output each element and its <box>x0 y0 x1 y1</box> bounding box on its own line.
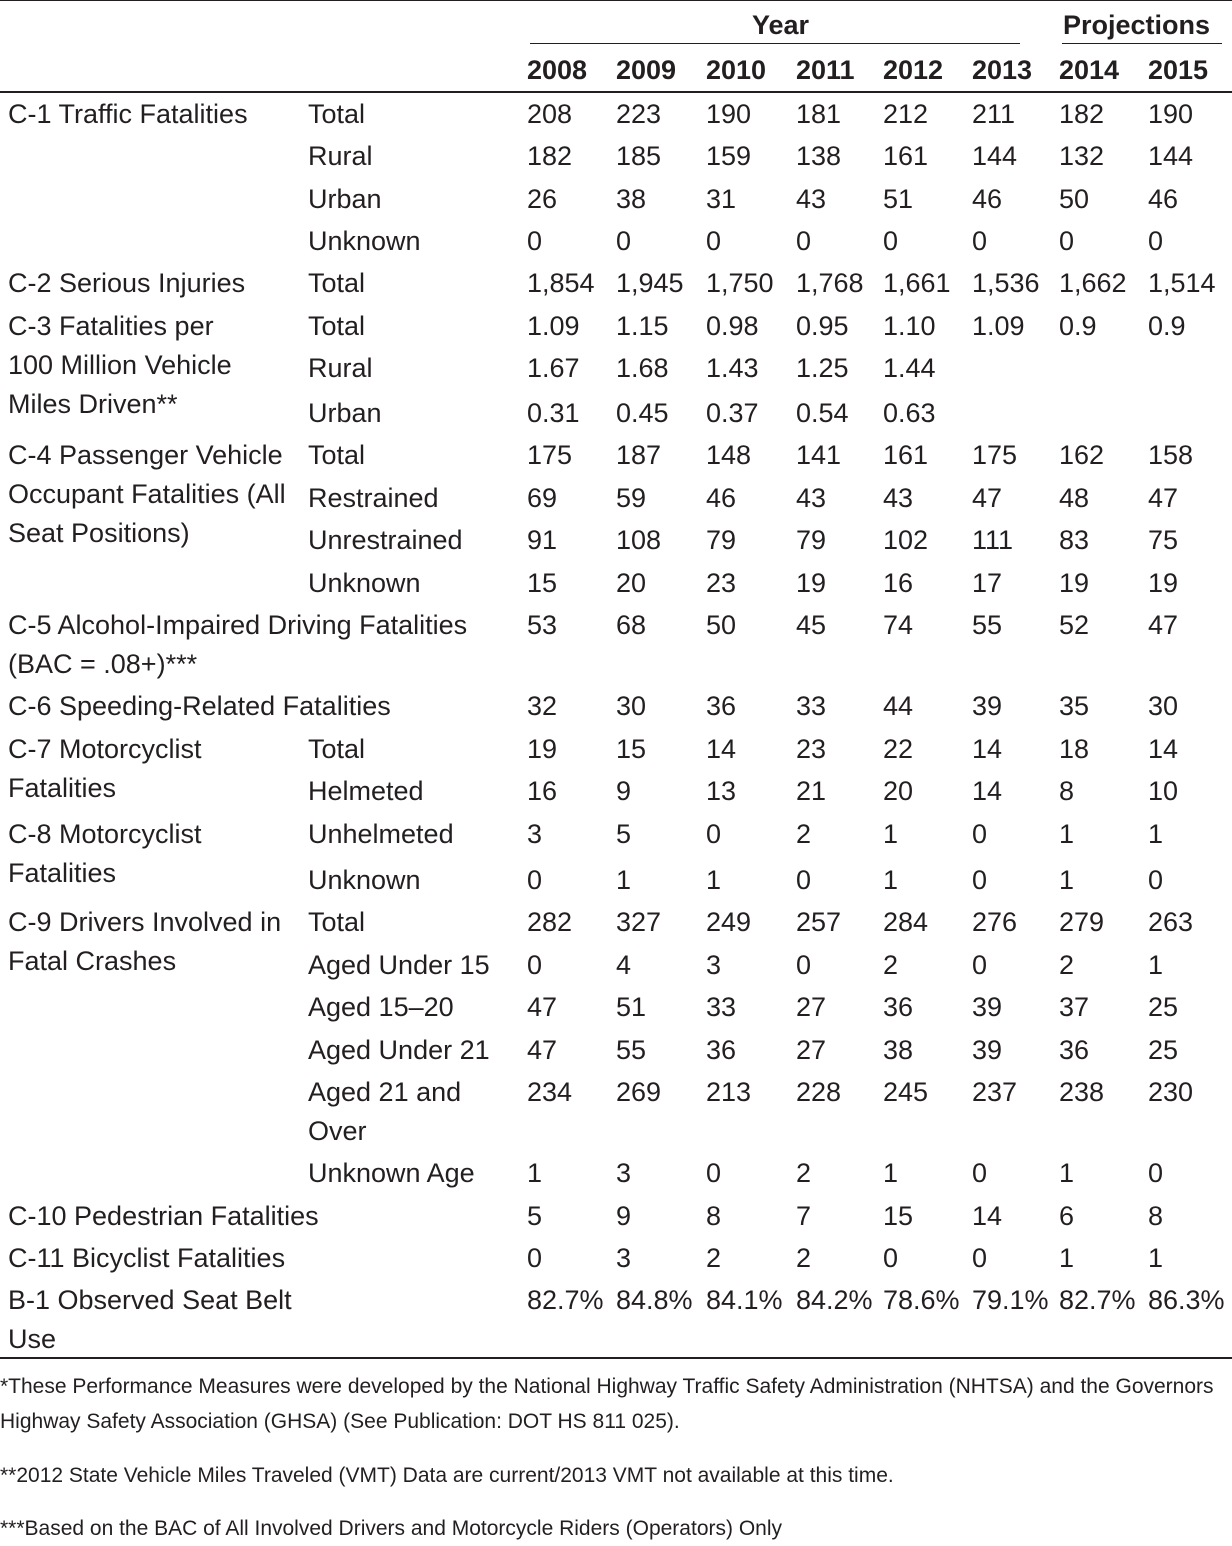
value-cell-2014: 1 <box>1059 865 1075 895</box>
sub-category-label: Total <box>308 99 366 129</box>
value-cell-2008: 82.7% <box>527 1285 604 1315</box>
value-cell-2012: 20 <box>883 776 914 806</box>
value-cell-2014: 0.9 <box>1059 311 1097 341</box>
value-cell-2010: 213 <box>706 1077 752 1107</box>
value-cell-2009: 55 <box>616 1035 647 1065</box>
value-cell-2010: 0 <box>706 1158 722 1188</box>
value-cell-2013: 1.09 <box>972 311 1025 341</box>
measure-label: C-7 Motorcyclist <box>8 734 202 764</box>
value-cell-2011: 0 <box>796 226 812 256</box>
value-cell-2015: 144 <box>1148 141 1194 171</box>
value-cell-2014: 18 <box>1059 734 1090 764</box>
value-cell-2009: 0.45 <box>616 398 669 428</box>
value-cell-2013: 276 <box>972 907 1018 937</box>
value-cell-2014: 1 <box>1059 819 1075 849</box>
value-cell-2008: 1,854 <box>527 268 595 298</box>
value-cell-2009: 9 <box>616 1201 632 1231</box>
value-cell-2013: 17 <box>972 568 1003 598</box>
year-header-2012: 2012 <box>883 55 944 85</box>
value-cell-2011: 1,768 <box>796 268 864 298</box>
value-cell-2012: 44 <box>883 691 914 721</box>
value-cell-2010: 31 <box>706 184 737 214</box>
value-cell-2011: 2 <box>796 819 812 849</box>
year-header-2011: 2011 <box>796 55 855 85</box>
value-cell-2012: 102 <box>883 525 929 555</box>
year-header-2009: 2009 <box>616 55 677 85</box>
value-cell-2009: 84.8% <box>616 1285 693 1315</box>
value-cell-2011: 2 <box>796 1158 812 1188</box>
value-cell-2010: 0 <box>706 819 722 849</box>
measure-label: C-8 Motorcyclist <box>8 819 202 849</box>
value-cell-2008: 32 <box>527 691 558 721</box>
value-cell-2012: 15 <box>883 1201 914 1231</box>
value-cell-2008: 0 <box>527 1243 543 1273</box>
value-cell-2010: 13 <box>706 776 737 806</box>
value-cell-2015: 47 <box>1148 610 1179 640</box>
value-cell-2012: 22 <box>883 734 914 764</box>
value-cell-2011: 79 <box>796 525 827 555</box>
value-cell-2013: 0 <box>972 950 988 980</box>
value-cell-2011: 138 <box>796 141 842 171</box>
value-cell-2011: 84.2% <box>796 1285 873 1315</box>
value-cell-2013: 79.1% <box>972 1285 1049 1315</box>
measure-label: C-6 Speeding-Related Fatalities <box>8 691 391 721</box>
value-cell-2014: 1 <box>1059 1243 1075 1273</box>
value-cell-2009: 20 <box>616 568 647 598</box>
value-cell-2008: 26 <box>527 184 558 214</box>
value-cell-2010: 14 <box>706 734 737 764</box>
value-cell-2013: 39 <box>972 1035 1003 1065</box>
value-cell-2009: 1.15 <box>616 311 669 341</box>
value-cell-2009: 108 <box>616 525 662 555</box>
value-cell-2013: 211 <box>972 99 1016 129</box>
value-cell-2008: 1.09 <box>527 311 580 341</box>
sub-category-label: Total <box>308 907 366 937</box>
value-cell-2008: 1.67 <box>527 353 580 383</box>
value-cell-2014: 82.7% <box>1059 1285 1136 1315</box>
projections-group-header: Projections <box>1063 10 1211 40</box>
sub-category-label: Helmeted <box>308 776 424 806</box>
value-cell-2013: 0 <box>972 1158 988 1188</box>
value-cell-2012: 1,661 <box>883 268 951 298</box>
value-cell-2014: 36 <box>1059 1035 1090 1065</box>
measure-label: C-11 Bicyclist Fatalities <box>8 1243 286 1273</box>
value-cell-2008: 53 <box>527 610 558 640</box>
value-cell-2012: 0 <box>883 226 899 256</box>
value-cell-2008: 5 <box>527 1201 543 1231</box>
value-cell-2008: 234 <box>527 1077 573 1107</box>
value-cell-2008: 282 <box>527 907 573 937</box>
value-cell-2011: 33 <box>796 691 827 721</box>
sub-category-label: Total <box>308 734 366 764</box>
value-cell-2008: 0 <box>527 865 543 895</box>
value-cell-2013: 46 <box>972 184 1003 214</box>
value-cell-2012: 1 <box>883 865 899 895</box>
value-cell-2014: 6 <box>1059 1201 1075 1231</box>
value-cell-2013: 14 <box>972 734 1003 764</box>
footnote-2: **2012 State Vehicle Miles Traveled (VMT) Data are current/2013 VMT not available at this time. <box>0 1464 894 1487</box>
value-cell-2009: 1 <box>616 865 632 895</box>
measure-label: Use <box>8 1324 57 1354</box>
value-cell-2014: 52 <box>1059 610 1090 640</box>
sub-category-label: Total <box>308 311 366 341</box>
value-cell-2010: 1,750 <box>706 268 774 298</box>
value-cell-2015: 86.3% <box>1148 1285 1225 1315</box>
sub-category-label: Aged 15–20 <box>308 992 454 1022</box>
value-cell-2011: 23 <box>796 734 827 764</box>
value-cell-2011: 21 <box>796 776 827 806</box>
value-cell-2015: 1 <box>1148 1243 1164 1273</box>
value-cell-2011: 0 <box>796 950 812 980</box>
sub-category-label: Unknown <box>308 226 421 256</box>
measure-label: C-2 Serious Injuries <box>8 268 246 298</box>
measure-label: C-3 Fatalities per <box>8 311 214 341</box>
value-cell-2008: 3 <box>527 819 543 849</box>
sub-category-label: Rural <box>308 141 373 171</box>
value-cell-2010: 0.37 <box>706 398 759 428</box>
value-cell-2010: 0 <box>706 226 722 256</box>
value-cell-2009: 9 <box>616 776 632 806</box>
value-cell-2013: 175 <box>972 440 1018 470</box>
value-cell-2008: 1 <box>527 1158 543 1188</box>
year-header-2010: 2010 <box>706 55 767 85</box>
value-cell-2013: 0 <box>972 819 988 849</box>
value-cell-2009: 1.68 <box>616 353 669 383</box>
measure-label: Occupant Fatalities (All <box>8 479 286 509</box>
value-cell-2008: 182 <box>527 141 573 171</box>
value-cell-2009: 223 <box>616 99 662 129</box>
value-cell-2014: 162 <box>1059 440 1105 470</box>
value-cell-2010: 1 <box>706 865 722 895</box>
value-cell-2012: 1.10 <box>883 311 936 341</box>
table-bottom-rule <box>0 1357 1232 1359</box>
value-cell-2009: 5 <box>616 819 632 849</box>
value-cell-2013: 0 <box>972 226 988 256</box>
value-cell-2011: 43 <box>796 184 827 214</box>
value-cell-2012: 1 <box>883 1158 899 1188</box>
year-header-2015: 2015 <box>1148 55 1209 85</box>
table-top-rule <box>0 0 1232 1</box>
footnote-1: *These Performance Measures were developed by the National Highway Traffic Safety Administration (NHTSA) and the Governors Highway Safety Association (GHSA) (See Publication: DOT HS 811 025). <box>0 1375 1214 1433</box>
sub-category-label: Rural <box>308 353 373 383</box>
value-cell-2013: 111 <box>972 525 1014 555</box>
value-cell-2009: 4 <box>616 950 632 980</box>
value-cell-2014: 50 <box>1059 184 1090 214</box>
value-cell-2012: 16 <box>883 568 914 598</box>
value-cell-2012: 1.44 <box>883 353 936 383</box>
value-cell-2014: 2 <box>1059 950 1075 980</box>
value-cell-2013: 39 <box>972 992 1003 1022</box>
value-cell-2015: 14 <box>1148 734 1179 764</box>
value-cell-2008: 0 <box>527 226 543 256</box>
value-cell-2015: 263 <box>1148 907 1194 937</box>
value-cell-2014: 132 <box>1059 141 1105 171</box>
value-cell-2015: 0 <box>1148 1158 1164 1188</box>
sub-category-label: Unknown Age <box>308 1158 475 1188</box>
value-cell-2013: 47 <box>972 483 1003 513</box>
measure-label: Fatalities <box>8 858 117 888</box>
measure-label: Fatal Crashes <box>8 946 177 976</box>
sub-category-label: Over <box>308 1116 367 1146</box>
measure-label: (BAC = .08+)*** <box>8 649 198 679</box>
value-cell-2013: 237 <box>972 1077 1018 1107</box>
value-cell-2010: 50 <box>706 610 737 640</box>
value-cell-2012: 161 <box>883 141 929 171</box>
value-cell-2012: 43 <box>883 483 914 513</box>
value-cell-2011: 45 <box>796 610 827 640</box>
measure-label: 100 Million Vehicle <box>8 350 232 380</box>
year-header-2014: 2014 <box>1059 55 1120 85</box>
header-bottom-rule <box>0 91 1232 93</box>
value-cell-2011: 0.95 <box>796 311 849 341</box>
value-cell-2015: 25 <box>1148 1035 1179 1065</box>
value-cell-2010: 0.98 <box>706 311 759 341</box>
value-cell-2015: 8 <box>1148 1201 1164 1231</box>
sub-category-label: Unknown <box>308 865 421 895</box>
value-cell-2015: 0.9 <box>1148 311 1186 341</box>
value-cell-2015: 47 <box>1148 483 1179 513</box>
value-cell-2015: 46 <box>1148 184 1179 214</box>
value-cell-2014: 182 <box>1059 99 1105 129</box>
value-cell-2014: 37 <box>1059 992 1090 1022</box>
year-header-2013: 2013 <box>972 55 1033 85</box>
value-cell-2010: 1.43 <box>706 353 759 383</box>
value-cell-2012: 36 <box>883 992 914 1022</box>
sub-category-label: Aged Under 21 <box>308 1035 490 1065</box>
value-cell-2012: 2 <box>883 950 899 980</box>
value-cell-2012: 51 <box>883 184 914 214</box>
value-cell-2010: 79 <box>706 525 737 555</box>
measure-label: C-4 Passenger Vehicle <box>8 440 283 470</box>
value-cell-2013: 144 <box>972 141 1018 171</box>
value-cell-2012: 78.6% <box>883 1285 960 1315</box>
value-cell-2012: 212 <box>883 99 929 129</box>
value-cell-2015: 19 <box>1148 568 1179 598</box>
sub-category-label: Unrestrained <box>308 525 463 555</box>
value-cell-2014: 35 <box>1059 691 1090 721</box>
measure-label: C-1 Traffic Fatalities <box>8 99 248 129</box>
value-cell-2015: 0 <box>1148 865 1164 895</box>
measure-label: C-9 Drivers Involved in <box>8 907 282 937</box>
measure-label: C-5 Alcohol-Impaired Driving Fatalities <box>8 610 468 640</box>
value-cell-2013: 14 <box>972 776 1003 806</box>
value-cell-2015: 1 <box>1148 950 1164 980</box>
value-cell-2015: 10 <box>1148 776 1179 806</box>
value-cell-2010: 159 <box>706 141 752 171</box>
value-cell-2009: 187 <box>616 440 662 470</box>
year-header-2008: 2008 <box>527 55 588 85</box>
value-cell-2011: 7 <box>796 1201 812 1231</box>
value-cell-2010: 23 <box>706 568 737 598</box>
value-cell-2009: 1,945 <box>616 268 684 298</box>
value-cell-2013: 1,536 <box>972 268 1040 298</box>
value-cell-2009: 51 <box>616 992 647 1022</box>
value-cell-2009: 327 <box>616 907 662 937</box>
value-cell-2009: 38 <box>616 184 647 214</box>
sub-category-label: Unhelmeted <box>308 819 454 849</box>
measure-label: Seat Positions) <box>8 518 190 548</box>
value-cell-2014: 8 <box>1059 776 1075 806</box>
value-cell-2015: 75 <box>1148 525 1179 555</box>
measure-label: B-1 Observed Seat Belt <box>8 1285 292 1315</box>
sub-category-label: Total <box>308 268 366 298</box>
value-cell-2011: 181 <box>796 99 842 129</box>
sub-category-label: Restrained <box>308 483 439 513</box>
value-cell-2010: 36 <box>706 1035 737 1065</box>
value-cell-2010: 36 <box>706 691 737 721</box>
value-cell-2014: 48 <box>1059 483 1090 513</box>
measure-label: Miles Driven** <box>8 389 178 419</box>
value-cell-2011: 27 <box>796 992 827 1022</box>
value-cell-2012: 245 <box>883 1077 929 1107</box>
value-cell-2008: 69 <box>527 483 558 513</box>
value-cell-2008: 175 <box>527 440 573 470</box>
measure-label: C-10 Pedestrian Fatalities <box>8 1201 319 1231</box>
value-cell-2011: 27 <box>796 1035 827 1065</box>
value-cell-2010: 190 <box>706 99 752 129</box>
value-cell-2015: 158 <box>1148 440 1194 470</box>
value-cell-2011: 228 <box>796 1077 842 1107</box>
sub-category-label: Urban <box>308 398 382 428</box>
footnote-3: ***Based on the BAC of All Involved Drivers and Motorcycle Riders (Operators) Only <box>0 1517 782 1540</box>
sub-category-label: Aged Under 15 <box>308 950 490 980</box>
value-cell-2010: 33 <box>706 992 737 1022</box>
value-cell-2008: 208 <box>527 99 573 129</box>
value-cell-2008: 47 <box>527 992 558 1022</box>
value-cell-2011: 1.25 <box>796 353 849 383</box>
value-cell-2008: 16 <box>527 776 558 806</box>
value-cell-2015: 1 <box>1148 819 1164 849</box>
value-cell-2009: 68 <box>616 610 647 640</box>
sub-category-label: Urban <box>308 184 382 214</box>
value-cell-2009: 3 <box>616 1158 632 1188</box>
value-cell-2012: 38 <box>883 1035 914 1065</box>
value-cell-2014: 1,662 <box>1059 268 1127 298</box>
value-cell-2010: 8 <box>706 1201 722 1231</box>
value-cell-2010: 2 <box>706 1243 722 1273</box>
value-cell-2008: 19 <box>527 734 558 764</box>
value-cell-2015: 0 <box>1148 226 1164 256</box>
value-cell-2008: 91 <box>527 525 558 555</box>
value-cell-2008: 0.31 <box>527 398 580 428</box>
value-cell-2010: 3 <box>706 950 722 980</box>
value-cell-2012: 284 <box>883 907 929 937</box>
value-cell-2014: 19 <box>1059 568 1090 598</box>
sub-category-label: Aged 21 and <box>308 1077 462 1107</box>
value-cell-2009: 0 <box>616 226 632 256</box>
value-cell-2010: 46 <box>706 483 737 513</box>
year-group-header: Year <box>752 10 810 40</box>
value-cell-2011: 19 <box>796 568 827 598</box>
value-cell-2008: 0 <box>527 950 543 980</box>
sub-category-label: Unknown <box>308 568 421 598</box>
value-cell-2013: 55 <box>972 610 1003 640</box>
value-cell-2012: 74 <box>883 610 914 640</box>
value-cell-2014: 83 <box>1059 525 1090 555</box>
measure-label: Fatalities <box>8 773 117 803</box>
value-cell-2014: 238 <box>1059 1077 1105 1107</box>
value-cell-2009: 30 <box>616 691 647 721</box>
value-cell-2010: 249 <box>706 907 752 937</box>
value-cell-2013: 14 <box>972 1201 1003 1231</box>
value-cell-2015: 1,514 <box>1148 268 1216 298</box>
value-cell-2013: 0 <box>972 865 988 895</box>
sub-category-label: Total <box>308 440 366 470</box>
value-cell-2015: 190 <box>1148 99 1194 129</box>
value-cell-2008: 15 <box>527 568 558 598</box>
value-cell-2012: 0 <box>883 1243 899 1273</box>
value-cell-2010: 84.1% <box>706 1285 783 1315</box>
value-cell-2009: 59 <box>616 483 647 513</box>
value-cell-2015: 230 <box>1148 1077 1194 1107</box>
value-cell-2014: 279 <box>1059 907 1105 937</box>
value-cell-2014: 0 <box>1059 226 1075 256</box>
value-cell-2011: 257 <box>796 907 842 937</box>
value-cell-2009: 185 <box>616 141 662 171</box>
value-cell-2014: 1 <box>1059 1158 1075 1188</box>
value-cell-2015: 30 <box>1148 691 1179 721</box>
value-cell-2010: 148 <box>706 440 752 470</box>
value-cell-2011: 43 <box>796 483 827 513</box>
value-cell-2012: 0.63 <box>883 398 936 428</box>
value-cell-2013: 39 <box>972 691 1003 721</box>
value-cell-2013: 0 <box>972 1243 988 1273</box>
value-cell-2011: 0 <box>796 865 812 895</box>
value-cell-2011: 141 <box>796 440 842 470</box>
value-cell-2012: 161 <box>883 440 929 470</box>
value-cell-2009: 15 <box>616 734 647 764</box>
value-cell-2011: 2 <box>796 1243 812 1273</box>
value-cell-2009: 269 <box>616 1077 662 1107</box>
value-cell-2012: 1 <box>883 819 899 849</box>
value-cell-2011: 0.54 <box>796 398 849 428</box>
value-cell-2015: 25 <box>1148 992 1179 1022</box>
value-cell-2009: 3 <box>616 1243 632 1273</box>
value-cell-2008: 47 <box>527 1035 558 1065</box>
